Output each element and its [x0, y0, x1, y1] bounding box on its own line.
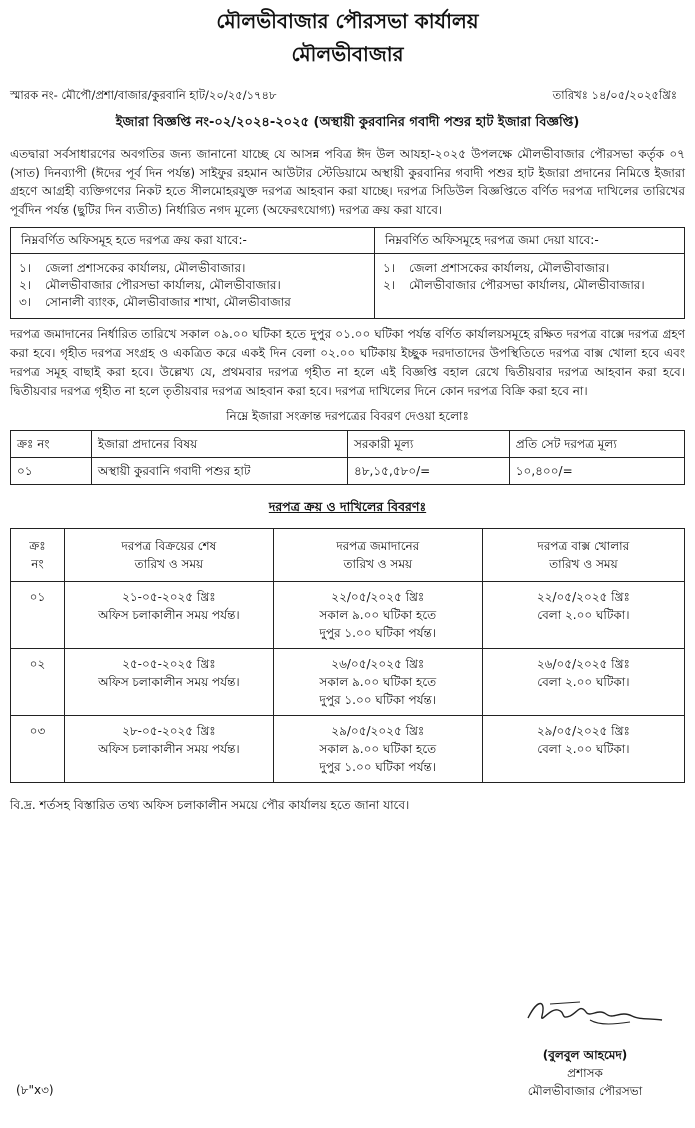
notice-date: তারিখঃ ১৪/০৫/২০২৫খ্রিঃ — [552, 88, 677, 102]
schedule-submit-line: ২৬/০৫/২০২৫ খ্রিঃ — [331, 656, 425, 671]
schedule-header-sale: দরপত্র বিক্রয়ের শেষ তারিখ ও সময় — [64, 528, 273, 581]
schedule-sale-cell — [64, 715, 273, 782]
table-row — [11, 581, 685, 648]
schedule-open-line: ২৬/০৫/২০২৫ খ্রিঃ — [536, 656, 630, 671]
schedule-open-line: ২৯/০৫/২০২৫ খ্রিঃ — [536, 723, 630, 738]
lease-table — [10, 430, 685, 485]
submit-offices-cell — [374, 253, 684, 318]
lease-header-subject: ইজারা প্রদানের বিষয় — [91, 430, 347, 457]
memo-number: স্মারক নং- মৌপৌ/প্রশা/বাজার/কুরবানি হাট/২০/২৫/১৭৪৮ — [10, 88, 277, 102]
lease-header-govt-price: সরকারী মূল্য — [347, 430, 509, 457]
schedule-sale-cell — [64, 581, 273, 648]
schedule-serial: ০৩ — [11, 715, 65, 782]
schedule-header-submit: দরপত্র জমাদানের তারিখ ও সময় — [273, 528, 482, 581]
schedule-serial: ০১ — [11, 581, 65, 648]
schedule-open-line: বেলা ২.০০ ঘটিকা। — [537, 741, 630, 756]
schedule-table — [10, 528, 685, 783]
procedure-paragraph: দরপত্র জমাদানের নির্ধারিত তারিখে সকাল ০৯.০০ ঘটিকা হতে দুপুর ০১.০০ ঘটিকা পর্যন্ত বর্ণিত কার্যালয়সমূহে রক্ষিত দরপত্র বাক্সে দরপত্র গ্রহণ করা হবে। গৃহীত দরপত্র সংগ্রহ ও একত্রিত করে একই দিন বেলা ০২.০০ ঘটিকায় ইচ্ছুক দরদাতাদের উপস্থিতিতে দরপত্র বাক্স খোলা হবে এবং দরপত্র সমূহ বাছাই করা হবে। উল্লেখ্য যে, প্রথমবার দরপত্র গৃহীত না হলে এই বিজ্ঞপ্তি বহাল রেখে দ্বিতীয়বার দরপত্র আহবান করা হবে। দ্বিতীয়বার দরপত্র গৃহীত না হলে তৃতীয়বার দরপত্র আহবান করা হবে। দরপত্র দাখিলের দিনে কোন দরপত্র বিক্রি করা হবে না। — [10, 326, 685, 399]
lease-serial: ০১ — [11, 457, 92, 484]
schedule-sale-line: অফিস চলাকালীন সময় পর্যন্ত। — [98, 741, 240, 756]
table-row — [11, 715, 685, 782]
lease-header-serial: ক্রঃ নং — [11, 430, 92, 457]
schedule-sale-line: অফিস চলাকালীন সময় পর্যন্ত। — [98, 607, 240, 622]
schedule-submit-line: সকাল ৯.০০ ঘটিকা হতে — [319, 607, 437, 622]
buy-offices-list — [19, 260, 366, 312]
list-item-number: ২। — [19, 278, 32, 293]
table-row — [11, 457, 685, 484]
schedule-submit-cell — [273, 581, 482, 648]
schedule-header-serial: ক্রঃ নং — [11, 528, 65, 581]
schedule-serial: ০২ — [11, 648, 65, 715]
lease-set-price: ১০,৪০০/= — [509, 457, 684, 484]
schedule-submit-line: দুপুর ১.০০ ঘটিকা পর্যন্ত। — [319, 759, 437, 774]
buy-offices-heading: নিম্নবর্ণিত অফিসমূহ হতে দরপত্র ক্রয় করা যাবে:- — [11, 228, 375, 253]
footnote: বি.দ্র. শর্তসহ বিস্তারিত তথ্য অফিস চলাকালীন সময়ে পৌর কার্যালয় হতে জানা যাবে। — [10, 797, 410, 812]
schedule-submit-cell — [273, 648, 482, 715]
list-item — [383, 260, 676, 277]
list-item — [19, 260, 366, 277]
list-item-number: ২। — [382, 278, 396, 293]
list-item-number: ৩। — [19, 295, 32, 310]
schedule-open-line: বেলা ২.০০ ঘটিকা। — [537, 607, 630, 622]
lease-intro: নিম্নে ইজারা সংক্রান্ত দরপত্রের বিবরণ দেওয়া হলোঃ — [226, 408, 469, 423]
notice-subject: ইজারা বিজ্ঞপ্তি নং-০২/২০২৪-২০২৫ (অস্থায়ী কুরবানির গবাদী পশুর হাট ইজারা বিজ্ঞপ্তি) — [115, 114, 580, 130]
signatory-org: মৌলভীবাজার পৌরসভা — [527, 1084, 643, 1098]
buy-offices-cell — [11, 253, 375, 318]
submit-offices-heading: নিম্নবর্ণিত অফিসমূহে দরপত্র জমা দেয়া যাবে:- — [374, 228, 684, 253]
list-item — [383, 277, 676, 294]
list-item-number: ১। — [19, 260, 32, 275]
schedule-sale-line: ২৮-০৫-২০২৫ খ্রিঃ — [122, 723, 216, 738]
ad-size-code: (৮"x৩) — [16, 1083, 54, 1097]
schedule-open-cell — [482, 581, 684, 648]
list-item — [19, 277, 366, 294]
schedule-sale-cell — [64, 648, 273, 715]
schedule-open-cell — [482, 715, 684, 782]
list-item-text: জেলা প্রশাসকের কার্যালয়, মৌলভীবাজার। — [45, 260, 246, 275]
list-item-number: ১। — [382, 260, 396, 275]
list-item-text: মৌলভীবাজার পৌরসভা কার্যালয়, মৌলভীবাজার। — [45, 278, 281, 293]
lease-header-set-price: প্রতি সেট দরপত্র মূল্য — [509, 430, 684, 457]
signatory-block — [500, 1046, 670, 1100]
schedule-open-cell — [482, 648, 684, 715]
schedule-submit-line: ২২/০৫/২০২৫ খ্রিঃ — [331, 589, 425, 604]
reference-line — [10, 88, 685, 104]
office-title: মৌলভীবাজার পৌরসভা কার্যালয় — [216, 9, 479, 33]
office-place: মৌলভীবাজার — [291, 42, 404, 66]
schedule-submit-line: সকাল ৯.০০ ঘটিকা হতে — [319, 741, 437, 756]
lease-subject: অস্থায়ী কুরবানি গবাদী পশুর হাট — [91, 457, 347, 484]
lease-govt-price: ৪৮,১৫,৫৮০/= — [347, 457, 509, 484]
list-item-text: মৌলভীবাজার পৌরসভা কার্যালয়, মৌলভীবাজার। — [408, 278, 645, 293]
signature-image — [520, 990, 670, 1034]
schedule-title: দরপত্র ক্রয় ও দাখিলের বিবরণঃ — [268, 499, 427, 515]
intro-paragraph: এতদ্বারা সর্বসাধারণের অবগতির জন্য জানানো যাচ্ছে যে আসন্ন পবিত্র ঈদ উল আযহা-২০২৫ উপলক্ষে মৌলভীবাজার পৌরসভা কর্তৃক ০৭ (সাত) দিনব্যাপী (ঈদের পূর্ব দিন পর্যন্ত) সাইফুর রহমান আউটার স্টেডিয়ামে অস্থায়ী কুরবানির গবাদী পশুর হাট ইজারা প্রদানের নিমিত্তে ইজারা গ্রহণে আগ্রহী ব্যক্তিগণের নিকট হতে সীলমোহরযুক্ত দরপত্র আহবান করা যাচ্ছে। দরপত্র সিডিউল বিজ্ঞপ্তিতে বর্ণিত দরপত্র দাখিলের তারিখের পূর্বদিন পর্যন্ত (ছুটির দিন ব্যতীত) নির্ধারিত নগদ মূল্যে (অফেরৎযোগ্য) দরপত্র ক্রয় করা যাবে। — [10, 147, 685, 217]
signatory-title: প্রশাসক — [567, 1066, 603, 1080]
schedule-submit-line: সকাল ৯.০০ ঘটিকা হতে — [319, 674, 437, 689]
schedule-submit-line: দুপুর ১.০০ ঘটিকা পর্যন্ত। — [319, 692, 437, 707]
submit-offices-list — [383, 260, 676, 295]
schedule-open-line: ২২/০৫/২০২৫ খ্রিঃ — [536, 589, 630, 604]
signatory-name: (বুলবুল আহমেদ) — [542, 1048, 628, 1062]
table-row — [11, 648, 685, 715]
list-item-text: সোনালী ব্যাংক, মৌলভীবাজার শাখা, মৌলভীবাজার — [45, 295, 291, 310]
schedule-sale-line: অফিস চলাকালীন সময় পর্যন্ত। — [98, 674, 240, 689]
schedule-submit-cell — [273, 715, 482, 782]
schedule-open-line: বেলা ২.০০ ঘটিকা। — [537, 674, 630, 689]
list-item — [19, 294, 366, 311]
schedule-sale-line: ২১-০৫-২০২৫ খ্রিঃ — [122, 589, 216, 604]
schedule-sale-line: ২৫-০৫-২০২৫ খ্রিঃ — [122, 656, 216, 671]
list-item-text: জেলা প্রশাসকের কার্যালয়, মৌলভীবাজার। — [408, 260, 610, 275]
offices-table — [10, 227, 685, 318]
schedule-submit-line: ২৯/০৫/২০২৫ খ্রিঃ — [331, 723, 425, 738]
schedule-submit-line: দুপুর ১.০০ ঘটিকা পর্যন্ত। — [319, 625, 437, 640]
schedule-header-open: দরপত্র বাক্স খোলার তারিখ ও সময় — [482, 528, 684, 581]
schedule-rows — [11, 581, 685, 782]
